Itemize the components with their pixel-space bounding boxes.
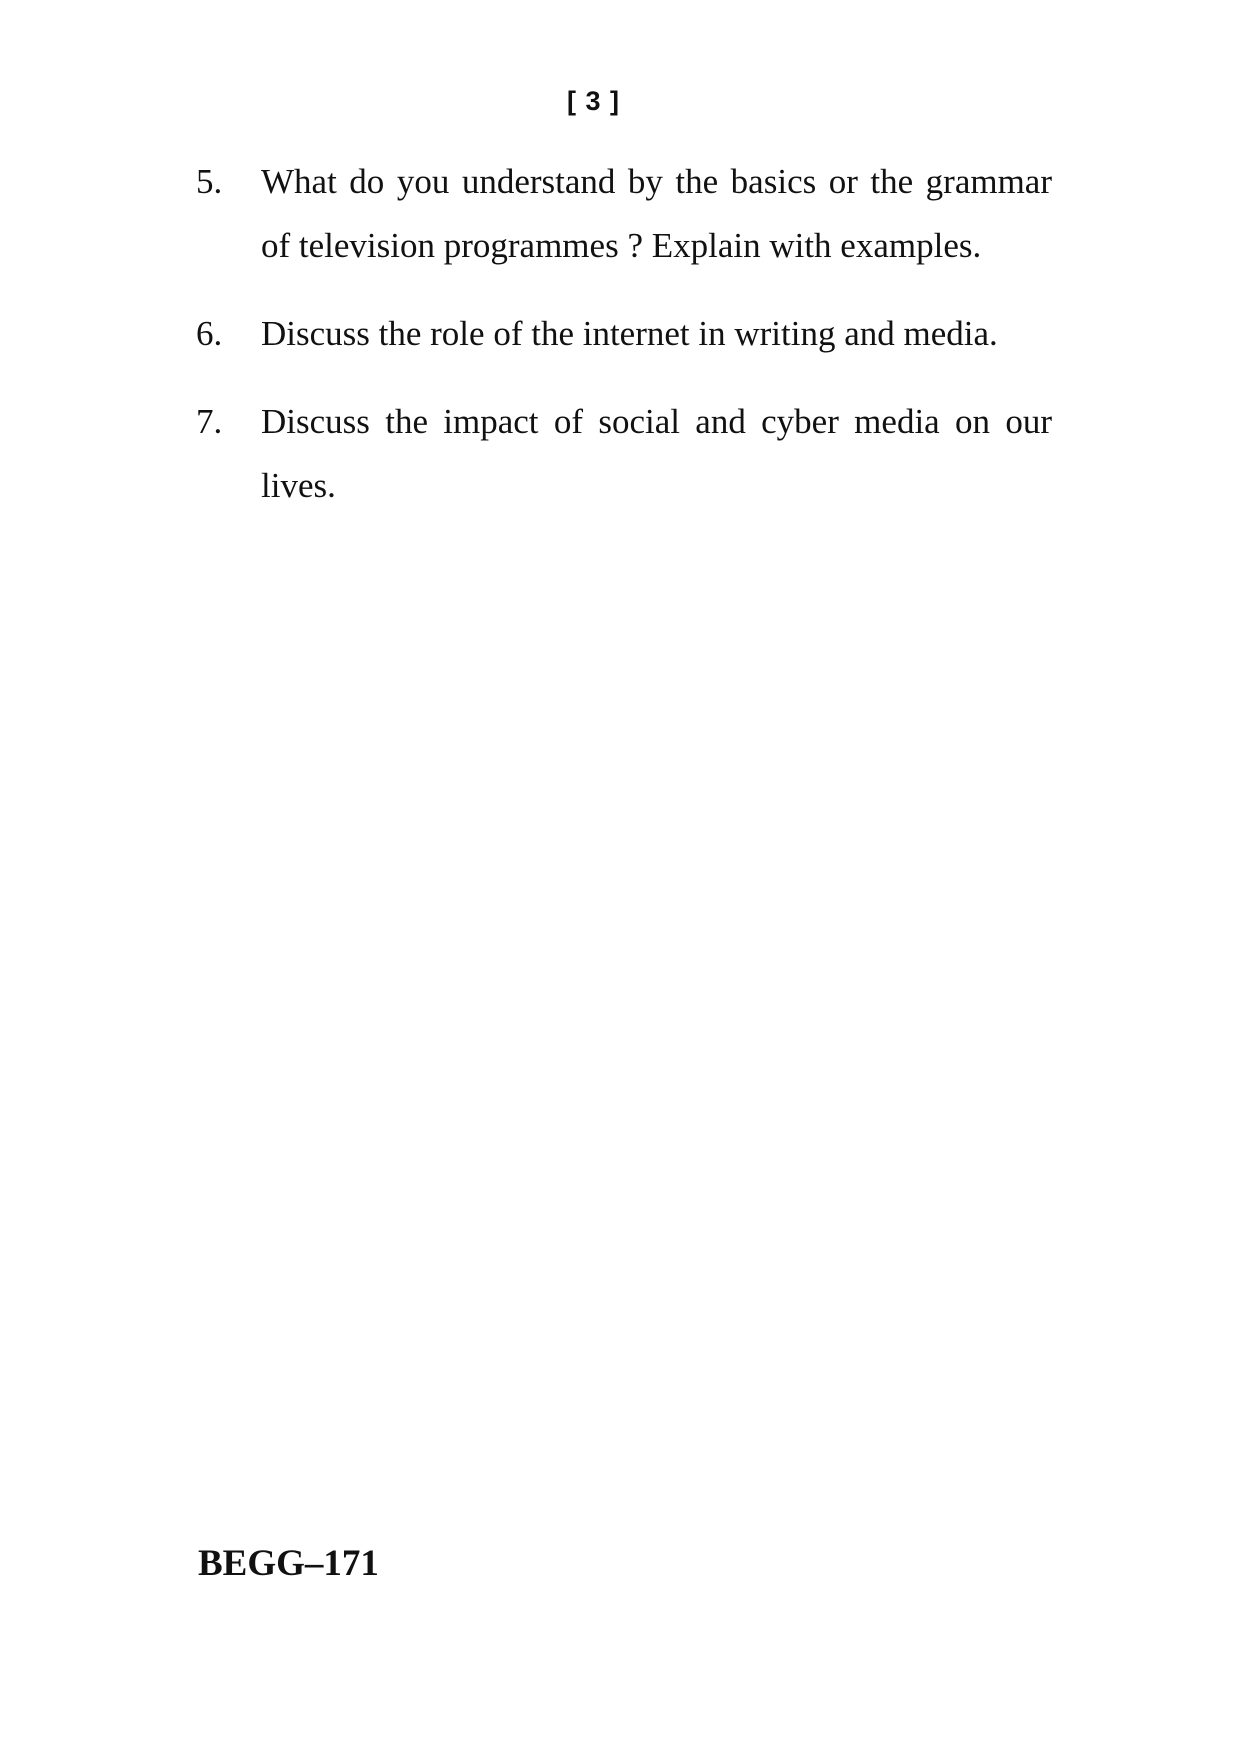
question-item — [196, 390, 1052, 518]
paper-code: BEGG–171 — [198, 1543, 379, 1584]
question-text: Discuss the role of the internet in writing and media. — [261, 314, 998, 353]
question-number: 5. — [196, 162, 223, 201]
question-text: What do you understand by the basics or the grammar of television programmes ? Explain with examples. — [261, 162, 1052, 265]
question-number: 7. — [196, 402, 223, 441]
page-number: [ 3 ] — [566, 86, 620, 116]
question-list — [196, 150, 1052, 542]
question-number: 6. — [196, 314, 223, 353]
question-item — [196, 150, 1052, 278]
question-item — [196, 302, 1052, 366]
question-text: Discuss the impact of social and cyber media on our lives. — [261, 402, 1052, 505]
